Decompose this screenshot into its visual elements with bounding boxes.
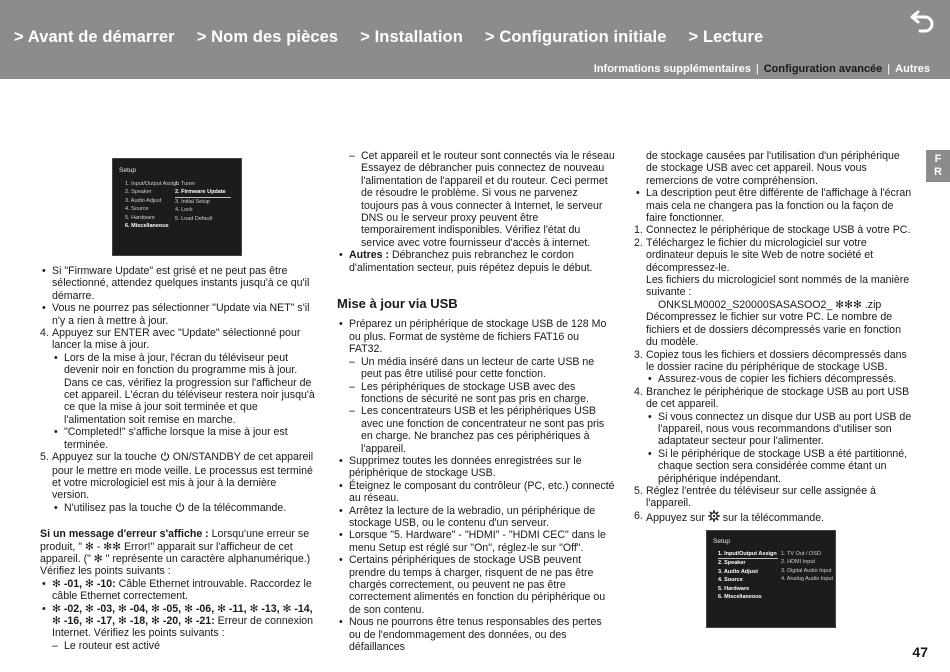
setup-item-selected: 6. Miscellaneous <box>125 223 169 230</box>
step-text: Branchez le périphérique de stockage USB au port USB de cet appareil. <box>646 385 910 411</box>
setup-item: 5. Hardware <box>125 214 155 221</box>
power-icon <box>175 502 185 515</box>
list-item: • Éteignez le composant du contrôleur (PC, etc.) connecté au réseau. <box>337 480 615 505</box>
setup-item: 1. Input/Output Assign <box>125 181 180 187</box>
list-item: • Vous ne pourrez pas sélectionner "Update via NET" s'il n'y a rien à mettre à jour. <box>40 302 315 327</box>
paragraph: de stockage causées par l'utilisation d'un périphérique de stockage USB avec cet appareil. Nous vous remercions de votre compréhension. <box>646 150 900 187</box>
list-item-text: N'utilisez pas la touche <box>64 501 175 514</box>
setup-item: 4. Source <box>125 206 149 213</box>
nav-avant-de-demarrer[interactable]: > Avant de démarrer <box>14 28 175 46</box>
step-3 <box>634 349 914 374</box>
nav-configuration-initiale[interactable]: > Configuration initiale <box>484 28 667 46</box>
subnav-informations-supplementaires[interactable]: Informations supplémentaires <box>593 63 751 75</box>
section-title: Mise à jour via USB <box>337 296 458 312</box>
list-item: • Si "Firmware Update" est grisé et ne peut pas être sélectionné, attendez quelques instants jusqu'à ce qu'il démarre. <box>40 265 315 302</box>
language-badge <box>926 150 950 182</box>
page-number: 47 <box>912 644 928 660</box>
step-1 <box>634 224 914 236</box>
setup-right-list <box>781 550 833 584</box>
error-text: Lorsqu'une erreur se produit, " ✻ - ✻✻ Error!" apparait sur l'afficheur de cet appareil. (" ✻ " représente un caractère alphanumérique.) Vérifiez les points suivants : <box>40 528 311 578</box>
setup-item: 3. Audio Adjust <box>125 197 162 204</box>
step-2 <box>634 237 914 274</box>
list-item: • "Completed!" s'affiche lorsque la mise à jour est terminée. <box>52 426 315 451</box>
list-item: – Les concentrateurs USB et les périphériques USB avec une fonction de concentrateur ne sont pas pris en charge. Ne branchez pas ces périphériques à l'appareil. <box>349 405 615 455</box>
setup-right-list <box>175 180 231 223</box>
setup-left-list <box>125 180 179 230</box>
step-4 <box>634 386 914 411</box>
setup-item: 1. TV Out / OSD <box>781 551 821 557</box>
setup-left-list <box>718 550 778 601</box>
step-4 <box>40 327 315 352</box>
step-5 <box>40 451 315 502</box>
step-text: Téléchargez le fichier du micrologiciel sur votre ordinateur depuis le site Web de notre société et décompressez-le. <box>646 236 874 274</box>
setup-item: 1. Tuner <box>175 181 196 187</box>
list-item <box>40 603 315 640</box>
step-text: sur la télécommande. <box>719 511 825 524</box>
list-item: • Arrêtez la lecture de la webradio, un périphérique de stockage USB, ou le contenu d'un serveur. <box>337 505 615 530</box>
subnav-autres[interactable]: Autres <box>895 63 930 75</box>
setup-item: 4. Source <box>718 577 743 584</box>
step-text: Copiez tous les fichiers et dossiers décompressés dans le dossier racine du périphérique de stockage USB. <box>646 348 907 373</box>
return-arrow-icon[interactable] <box>908 8 938 34</box>
step-number: 6. <box>634 509 643 522</box>
list-item <box>40 578 315 603</box>
step-5 <box>634 485 914 510</box>
paragraph: Les fichiers du micrologiciel sont nommés de la manière suivante : <box>646 274 910 299</box>
list-item: – Cet appareil et le routeur sont connectés via le réseau Essayez de débrancher puis connectez de nouveau l'alimentation de l'appareil et du routeur. Ceci permet de résoudre le problème. Si vous ne parvenez toujours pas à vous connecter à Internet, le serveur DNS ou le serveur proxy peuvent être temporairement indisponibles. Vérifiez l'état du service avec votre fournisseur d'accès à internet. <box>349 150 615 249</box>
subnav-separator: | <box>755 63 759 75</box>
setup-item: 3. Initial Setup <box>175 198 210 205</box>
step-number: 2. <box>634 236 643 249</box>
setup-menu-screenshot <box>706 530 836 628</box>
list-item: – Un média inséré dans un lecteur de carte USB ne peut pas être utilisé pour cette fonction. <box>349 356 615 381</box>
setup-menu-screenshot <box>112 158 242 256</box>
subnav-separator: | <box>887 63 891 75</box>
list-item: • Nous ne pourrons être tenus responsables des pertes ou de l'endommagement des données, ou des défaillances <box>337 616 615 653</box>
step-text: Appuyez sur la touche <box>52 451 160 464</box>
setup-item: 2. Speaker <box>718 560 746 567</box>
column-3 <box>634 150 914 525</box>
paragraph: Décompressez le fichier sur votre PC. Le nombre de fichiers et de dossiers décompressés varie en fonction du modèle. <box>646 311 901 349</box>
error-codes: ✻ -02, ✻ -03, ✻ -04, ✻ -05, ✻ -06, ✻ -11, ✻ -13, ✻ -14, ✻ -16, ✻ -17, ✻ -18, ✻ -20, ✻ -21: <box>52 602 313 627</box>
sub-nav <box>594 63 930 75</box>
list-item: • Lorsque "5. Hardware" - "HDMI" - "HDMI CEC" dans le menu Setup est réglé sur "On", réglez-le sur "Off". <box>337 529 615 554</box>
step-number: 5. <box>40 451 49 464</box>
list-item: • Supprimez toutes les données enregistrées sur le périphérique de stockage USB. <box>337 455 615 480</box>
setup-item-selected: 2. Firmware Update <box>175 188 231 197</box>
language-letter: R <box>934 166 942 178</box>
nav-installation[interactable]: > Installation <box>360 28 463 46</box>
step-text: Connectez le périphérique de stockage USB à votre PC. <box>646 224 911 237</box>
setup-item: 6. Miscellaneous <box>718 594 762 601</box>
setup-item: 4. Lock <box>175 207 193 214</box>
top-navigation-bar <box>0 0 950 79</box>
error-heading: Si un message d'erreur s'affiche : <box>40 528 209 541</box>
setup-item-selected: 1. Input/Output Assign <box>718 550 778 559</box>
setup-gear-icon <box>708 510 720 525</box>
error-description: Erreur de connexion Internet. Vérifiez les points suivants : <box>52 614 314 640</box>
list-item <box>52 502 315 515</box>
setup-title: Setup <box>713 538 730 545</box>
column-2 <box>337 150 615 653</box>
subnav-configuration-avancee[interactable]: Configuration avancée <box>763 63 883 75</box>
step-number: 4. <box>634 385 643 398</box>
error-codes: ✻ -01, ✻ -10: <box>52 577 116 590</box>
setup-item: 2. HDMI Input <box>781 559 815 566</box>
main-nav <box>14 28 763 47</box>
error-description: Câble Ethernet introuvable. Raccordez le câble Ethernet correctement. <box>52 577 312 603</box>
step-number: 3. <box>634 348 643 361</box>
list-item: • Assurez-vous de copier les fichiers décompressés. <box>646 373 914 385</box>
list-item: • Préparez un périphérique de stockage USB de 128 Mo ou plus. Format de système de fichiers FAT16 ou FAT32. <box>337 318 615 355</box>
list-item: • Certains périphériques de stockage USB peuvent prendre du temps à charger, risquent de ne pas être chargés correctement, ou peuvent ne pas être correctement alimentés en fonction du périphérique ou de son contenu. <box>337 554 615 616</box>
step-number: 5. <box>634 484 643 497</box>
setup-item: 5. Hardware <box>718 585 750 592</box>
setup-item: 5. Load Default <box>175 215 213 222</box>
setup-item: 2. Speaker <box>125 189 152 196</box>
nav-lecture[interactable]: > Lecture <box>688 28 764 46</box>
power-icon <box>160 451 170 464</box>
step-6 <box>634 510 914 525</box>
column-1 <box>40 265 315 652</box>
setup-item: 4. Analog Audio Input <box>781 576 833 583</box>
step-text: Appuyez sur <box>646 511 708 524</box>
step-text: ON/STANDBY de cet appareil pour le mettre en mode veille. Le processus est terminé et votre micrologiciel est mis à jour à la dernière version. <box>52 451 314 502</box>
setup-item: 3. Audio Adjust <box>718 568 758 575</box>
list-item: • Si le périphérique de stockage USB a été partitionné, chaque section sera considérée comme étant un périphérique indépendant. <box>646 448 914 485</box>
list-item: • Si vous connectez un disque dur USB au port USB de l'appareil, nous vous recommandons d'utiliser son adaptateur secteur pour l'alimenter. <box>646 411 914 448</box>
list-item: – Le routeur est activé <box>52 640 315 652</box>
step-text: Appuyez sur ENTER avec "Update" sélectionné pour lancer la mise à jour. <box>52 327 301 352</box>
setup-title: Setup <box>119 167 136 174</box>
step-text: Réglez l'entrée du téléviseur sur celle assignée à l'appareil. <box>646 484 876 510</box>
firmware-filename: ONKSLM0002_S20000SASASOO2_ ✻✻✻ .zip <box>658 298 882 311</box>
step-number: 1. <box>634 224 643 237</box>
list-item: – Les périphériques de stockage USB avec des fonctions de sécurité ne sont pas pris en charge. <box>349 381 615 406</box>
setup-item: 3. Digital Audio Input <box>781 567 832 574</box>
step-number: 4. <box>40 327 49 340</box>
list-item: • La description peut être différente de l'affichage à l'écran mais cela ne changera pas la fonction ou la façon de faire fonctionner. <box>634 187 914 224</box>
language-letter: F <box>934 153 942 165</box>
error-message-paragraph <box>40 528 315 578</box>
autres-label: Autres : <box>349 249 390 262</box>
list-item: • Lors de la mise à jour, l'écran du téléviseur peut devenir noir en fonction du programme mis à jour. Dans ce cas, vérifiez la progression sur l'afficheur de cet appareil. L'écran du téléviseur restera noir jusqu'à ce que la mise à jour soit terminée et que l'alimentation soit remise en marche. <box>52 352 315 426</box>
list-item-text: de la télécommande. <box>184 501 287 514</box>
nav-nom-des-pieces[interactable]: > Nom des pièces <box>196 28 339 46</box>
autres-text: Débranchez puis rebranchez le cordon d'alimentation secteur, puis répétez depuis le début. <box>349 249 593 274</box>
list-item <box>337 249 615 274</box>
